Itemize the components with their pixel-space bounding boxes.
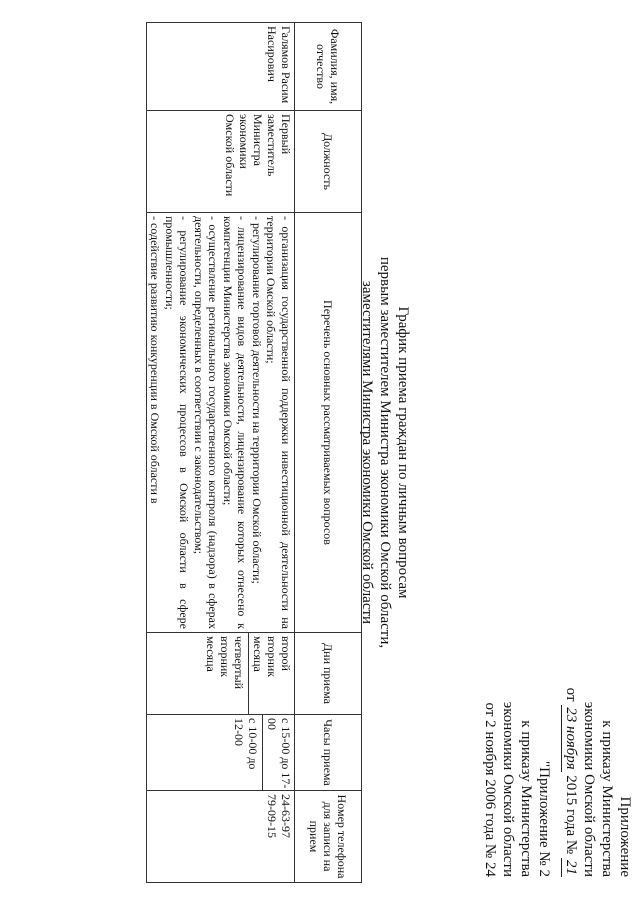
header-name: Фамилия, имя, отчество xyxy=(295,23,362,111)
title-line-3: заместителями Министра экономики Омской области xyxy=(359,280,375,625)
issue-item: - регулирование экономических процессов в Омской области в сфере промышленности; xyxy=(163,216,192,629)
table-row xyxy=(147,23,295,883)
day-1: второй вторник месяца xyxy=(248,633,293,714)
title-line-1: График приема граждан по личным вопросам xyxy=(395,306,411,599)
handwritten-date: 23 ноября xyxy=(563,707,579,770)
annex2-line-4: от 2 ноября 2006 года № 24 xyxy=(482,702,498,877)
issue-item: - регулирование торговой деятельности на территории Омской области; xyxy=(250,216,264,584)
annex-date-suffix: 2015 года № xyxy=(563,775,579,855)
hours-1: с 15-00 до 17-00 xyxy=(262,715,293,790)
cell-days xyxy=(147,633,295,715)
annex-line-3: экономики Омской области xyxy=(581,701,597,877)
phone-1: 24-63-97 xyxy=(279,794,293,838)
title-line-2: первым заместителем Министра экономики Омской области, xyxy=(377,256,393,649)
annex2-line-3: экономики Омской области xyxy=(500,701,516,877)
table-header-row xyxy=(295,23,362,883)
issue-item: - лицензирование видов деятельности, лицензирование которых отнесено к компетенции Министерства экономики Омской области; xyxy=(221,216,250,629)
header-position: Должность xyxy=(295,111,362,213)
header-hours: Часы приема xyxy=(295,715,362,791)
header-phone: Номер телефона для записи на прием xyxy=(295,791,362,883)
cell-issues xyxy=(147,213,295,633)
annex-date-prefix: от xyxy=(563,687,579,702)
issue-item: - содействие развитию конкуренции в Омской области в xyxy=(148,216,163,504)
issue-item: - осуществление регионального государственного контроля (надзора) в сферах деятельности, определенных в соответствии с законодательством; xyxy=(192,216,221,629)
annex2-line-1: "Приложение № 2 xyxy=(536,761,552,877)
cell-phone xyxy=(147,791,295,883)
document-title xyxy=(358,0,412,905)
handwritten-number: 21 xyxy=(563,860,579,875)
annex-date-line xyxy=(561,688,580,877)
header-issues: Перечень основных рассматриваемых вопросов xyxy=(295,213,362,633)
annex-line-1: Приложение xyxy=(617,796,633,877)
annex2-block xyxy=(481,688,553,877)
issue-item: - организация государственной поддержки инвестиционной деятельности на территории Омской области; xyxy=(264,216,293,629)
cell-position: Первый заместитель Министра экономики Омской области xyxy=(147,111,295,213)
cell-name: Галямов Расим Насирович xyxy=(147,23,295,111)
cell-hours xyxy=(147,715,295,791)
annex-block xyxy=(481,688,634,877)
annex-line-2: к приказу Министерства xyxy=(599,720,615,877)
day-2: четвертый вторник месяца xyxy=(204,636,246,690)
header-days: Дни приема xyxy=(295,633,362,715)
schedule-table xyxy=(146,22,362,883)
annex2-line-2: к приказу Министерства xyxy=(518,720,534,877)
phone-2: 79-09-15 xyxy=(265,794,279,838)
hours-2: с 10-00 до 12-00 xyxy=(232,718,260,770)
